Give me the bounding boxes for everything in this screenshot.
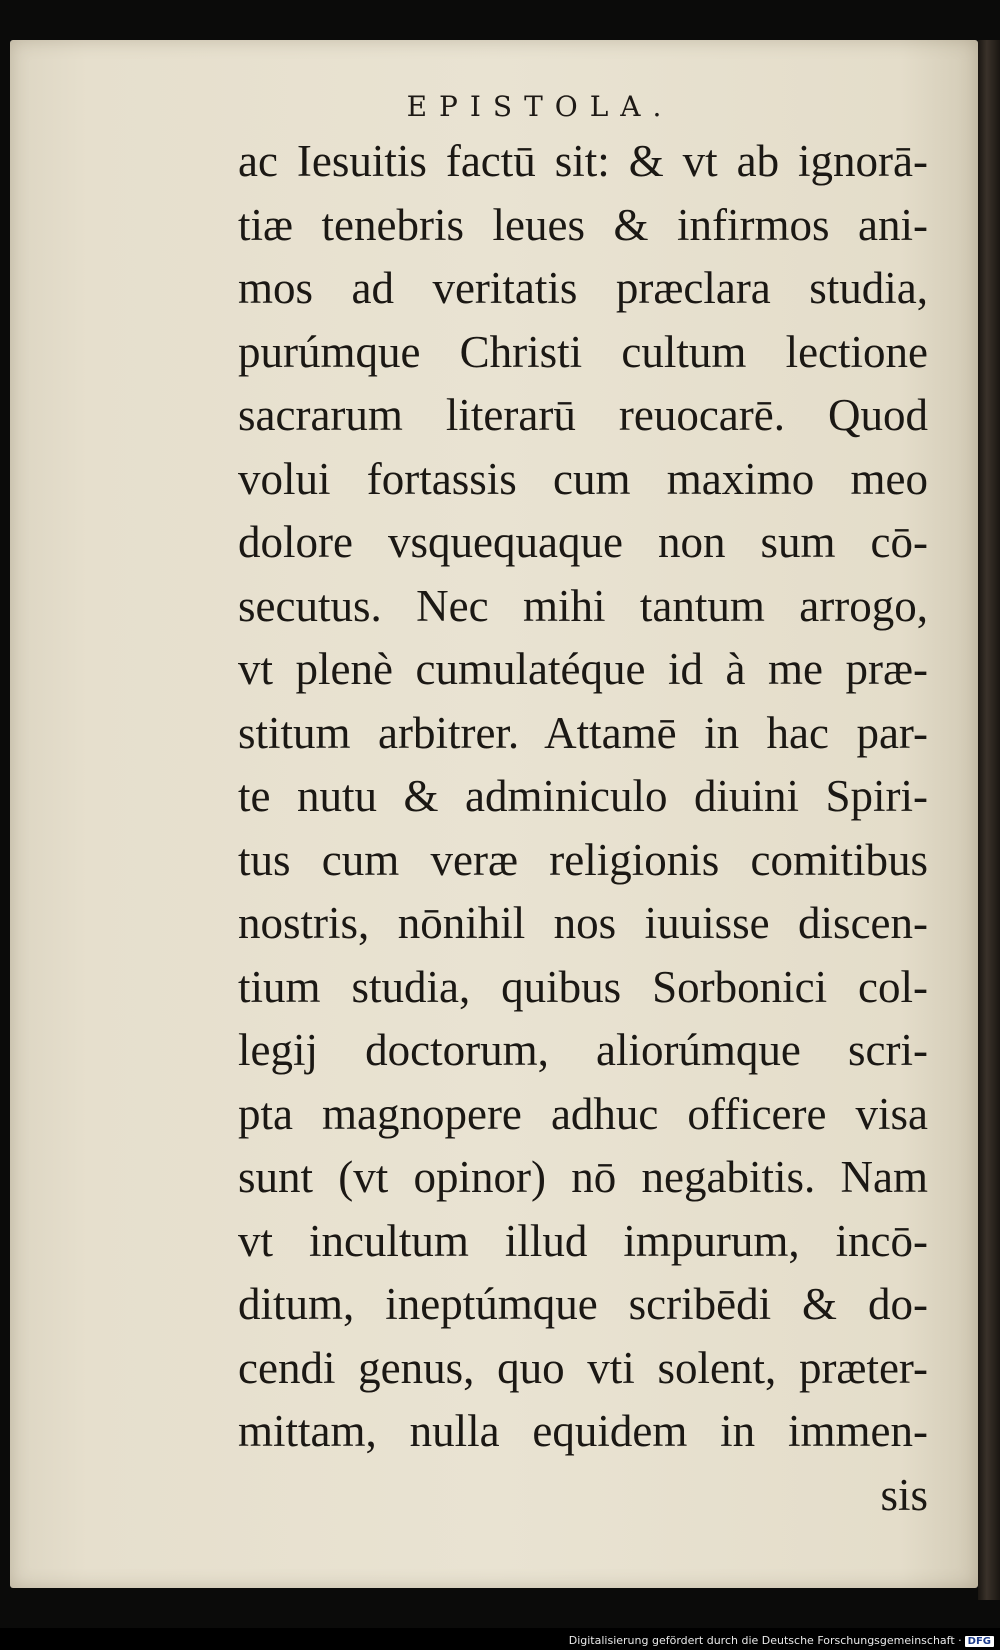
footer-bar xyxy=(0,1628,1000,1650)
text-line: cendi genus, quo vti solent, præter- xyxy=(238,1342,928,1393)
text-line: purúmque Christi cultum lectione xyxy=(238,326,928,377)
body-text xyxy=(238,130,928,1527)
text-line: te nutu & adminiculo diuini Spiri- xyxy=(238,771,928,821)
running-head: EPISTOLA. xyxy=(406,90,674,123)
text-line: nostris, nōnihil nos iuuisse discen- xyxy=(238,898,928,948)
text-line: pta magnopere adhuc officere visa xyxy=(238,1088,928,1139)
text-line: mittam, nulla equidem in immen- xyxy=(238,1406,928,1456)
text-line: dolore vsquequaque non sum cō- xyxy=(238,517,928,567)
dfg-logo: DFG xyxy=(965,1636,994,1647)
catchword: sis xyxy=(880,1469,928,1520)
text-line: tus cum veræ religionis comitibus xyxy=(238,834,928,885)
book-edge xyxy=(978,40,1000,1600)
text-line: tium studia, quibus Sorbonici col- xyxy=(238,961,928,1012)
text-line: sunt (vt opinor) nō negabitis. Nam xyxy=(238,1152,928,1202)
text-line: tiæ tenebris leues & infirmos ani- xyxy=(238,199,928,250)
text-line: mos ad veritatis præclara studia, xyxy=(238,263,928,313)
text-line: legij doctorum, aliorúmque scri- xyxy=(238,1025,928,1075)
text-line: vt incultum illud impurum, incō- xyxy=(238,1215,928,1266)
text-line: ditum, ineptúmque scribēdi & do- xyxy=(238,1279,928,1329)
footer-credit-text: Digitalisierung gefördert durch die Deutsche Forschungsgemeinschaft · xyxy=(568,1634,962,1647)
text-line: vt plenè cumulatéque id à me præ- xyxy=(238,644,928,694)
text-line: volui fortassis cum maximo meo xyxy=(238,453,928,504)
text-line: sacrarum literarū reuocarē. Quod xyxy=(238,390,928,440)
text-line: stitum arbitrer. Attamē in hac par- xyxy=(238,707,928,758)
text-line: ac Iesuitis factū sit: & vt ab ignorā- xyxy=(238,136,928,186)
text-line: secutus. Nec mihi tantum arrogo, xyxy=(238,580,928,631)
footer-credit xyxy=(569,1634,994,1647)
